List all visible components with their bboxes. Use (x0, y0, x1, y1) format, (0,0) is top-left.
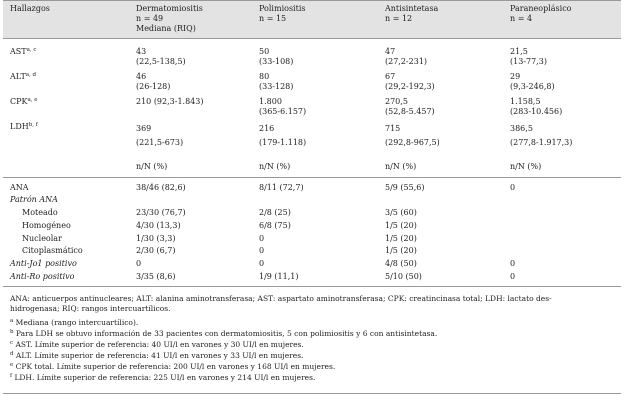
cell-range: (22,5-138,5) (136, 57, 186, 66)
row-label-cpk (10, 97, 38, 107)
subheader-nn: n/N (%) (136, 162, 168, 171)
footnote-text: Mediana (rango intercuartílico). (15, 318, 139, 327)
row-label-alt (10, 72, 36, 82)
footnote-item (10, 373, 315, 383)
cell-value: 1.800 (259, 97, 282, 106)
cell-value: 21,5 (510, 47, 528, 56)
cell-range: (283-10.456) (510, 107, 563, 116)
cell-range: (365-6.157) (259, 107, 307, 116)
header-group-n: n = 12 (385, 14, 413, 23)
cell-value: 270,5 (385, 97, 408, 106)
footnote-mark: a, c (26, 47, 37, 53)
cell-value: 46 (136, 72, 147, 81)
row-label-homogeneo: Homogéneo (22, 221, 71, 230)
footnote-mark: c (10, 340, 14, 346)
cell-value: 1/5 (20) (385, 221, 417, 230)
footnote-text: Para LDH se obtuvo información de 33 pacientes con dermatomiositis, 5 con polimiositis y 6 con antisintetasa. (15, 329, 438, 338)
section-rule (3, 177, 621, 178)
row-label-text: CPK (10, 97, 28, 106)
cell-value: 1.158,5 (510, 97, 541, 106)
cell-range: (33-108) (259, 57, 294, 66)
row-label-ast (10, 47, 36, 57)
cell-range: (13-77,3) (510, 57, 547, 66)
header-hallazgos: Hallazgos (10, 4, 50, 13)
bottom-rule (3, 393, 621, 394)
footnote-mark: e (10, 362, 14, 368)
footnote-item (10, 351, 303, 361)
footnote-item (10, 318, 138, 328)
cell-range: (179-1.118) (259, 138, 307, 147)
header-rule (3, 38, 621, 39)
footnote-item (10, 362, 335, 372)
cell-value: 0 (259, 246, 265, 255)
cell-value: 0 (259, 234, 265, 243)
cell-value: 38/46 (82,6) (136, 183, 186, 192)
footnote-item (10, 340, 304, 350)
cell-value: 0 (136, 259, 142, 268)
row-label-patron-ana: Patrón ANA (10, 195, 58, 204)
cell-value: 216 (259, 124, 275, 133)
cell-value: 0 (510, 183, 516, 192)
cell-range: (9,3-246,8) (510, 82, 555, 91)
cell-value: 2/8 (25) (259, 208, 291, 217)
row-label-ldh (10, 122, 38, 132)
footnote-mark: b (10, 329, 14, 335)
cell-value: 210 (92,3-1.843) (136, 97, 204, 106)
cell-value: 369 (136, 124, 152, 133)
subheader-nn: n/N (%) (385, 162, 417, 171)
cell-value: 6/8 (75) (259, 221, 291, 230)
cell-range: (292,8-967,5) (385, 138, 440, 147)
footer-rule (3, 286, 621, 287)
cell-value: 4/30 (13,3) (136, 221, 181, 230)
cell-value: 1/5 (20) (385, 234, 417, 243)
cell-value: 715 (385, 124, 401, 133)
cell-value: 29 (510, 72, 521, 81)
top-rule (3, 0, 621, 1)
row-label-ana: ANA (10, 183, 29, 192)
cell-value: 43 (136, 47, 147, 56)
footnote-abbreviations: ANA: anticuerpos antinucleares; ALT: alanina aminotransferasa; AST: aspartato aminotransferasa; CPK: creatincinasa total; LDH: lactato des- (10, 294, 552, 303)
cell-value: 8/11 (72,7) (259, 183, 304, 192)
cell-value: 3/5 (60) (385, 208, 417, 217)
cell-range: (221,5-673) (136, 138, 184, 147)
cell-range: (33-128) (259, 82, 294, 91)
footnote-mark: f (10, 373, 13, 379)
header-group-name: Polimiositis (259, 4, 306, 13)
row-label-text: ALT (10, 72, 26, 81)
header-group-name: Dermatomiositis (136, 4, 203, 13)
cell-range: (29,2-192,3) (385, 82, 435, 91)
footnote-text: AST. Límite superior de referencia: 40 UI/l en varones y 30 UI/l en mujeres. (15, 340, 304, 349)
footnote-mark: d (10, 351, 14, 357)
cell-value: 386,5 (510, 124, 533, 133)
footnote-item (10, 329, 437, 339)
row-label-citoplasmatico: Citoplasmático (22, 246, 83, 255)
cell-value: 5/10 (50) (385, 272, 422, 281)
cell-range: (26-128) (136, 82, 171, 91)
row-label-anti-ro: Anti-Ro positivo (10, 272, 75, 281)
header-group-extra: Mediana (RIQ) (136, 24, 196, 33)
footnote-mark: a, e (27, 97, 38, 103)
footnote-mark: a (10, 318, 14, 324)
cell-value: 1/9 (11,1) (259, 272, 299, 281)
cell-value: 0 (510, 272, 516, 281)
cell-range: (27,2-231) (385, 57, 428, 66)
cell-value: 4/8 (50) (385, 259, 417, 268)
header-group-n: n = 4 (510, 14, 533, 23)
cell-range: (52,8-5.457) (385, 107, 435, 116)
footnote-text: ALT. Límite superior de referencia: 41 UI/l en varones y 33 UI/l en mujeres. (15, 351, 304, 360)
cell-value: 23/30 (76,7) (136, 208, 186, 217)
cell-value: 50 (259, 47, 270, 56)
header-group-n: n = 49 (136, 14, 164, 23)
cell-value: 3/35 (8,6) (136, 272, 176, 281)
row-label-moteado: Moteado (22, 208, 58, 217)
footnote-text: LDH. Límite superior de referencia: 225 UI/l en varones y 214 UI/l en mujeres. (14, 373, 316, 382)
row-label-text: AST (10, 47, 27, 56)
row-label-anti-jo1: Anti-Jo1 positivo (10, 259, 77, 268)
cell-value: 0 (259, 259, 265, 268)
cell-value: 5/9 (55,6) (385, 183, 425, 192)
row-label-text: LDH (10, 122, 29, 131)
subheader-nn: n/N (%) (510, 162, 542, 171)
footnote-text: CPK total. Límite superior de referencia: 200 UI/l en varones y 168 UI/l en mujeres. (15, 362, 336, 371)
cell-value: 80 (259, 72, 270, 81)
subheader-nn: n/N (%) (259, 162, 291, 171)
footnote-mark: b, f (28, 122, 38, 128)
header-group-name: Paraneoplásico (510, 4, 572, 13)
cell-value: 1/5 (20) (385, 246, 417, 255)
cell-value: 0 (510, 259, 516, 268)
header-group-n: n = 15 (259, 14, 287, 23)
cell-range: (277,8-1.917,3) (510, 138, 573, 147)
cell-value: 47 (385, 47, 396, 56)
row-label-nucleolar: Nucleolar (22, 234, 62, 243)
footnote-abbreviations-cont: hidrogenasa; RIQ: rangos intercuartílicos. (10, 304, 171, 313)
footnote-mark: a, d (25, 72, 37, 78)
cell-value: 1/30 (3,3) (136, 234, 176, 243)
header-group-name: Antisintetasa (385, 4, 439, 13)
cell-value: 67 (385, 72, 396, 81)
cell-value: 2/30 (6,7) (136, 246, 176, 255)
